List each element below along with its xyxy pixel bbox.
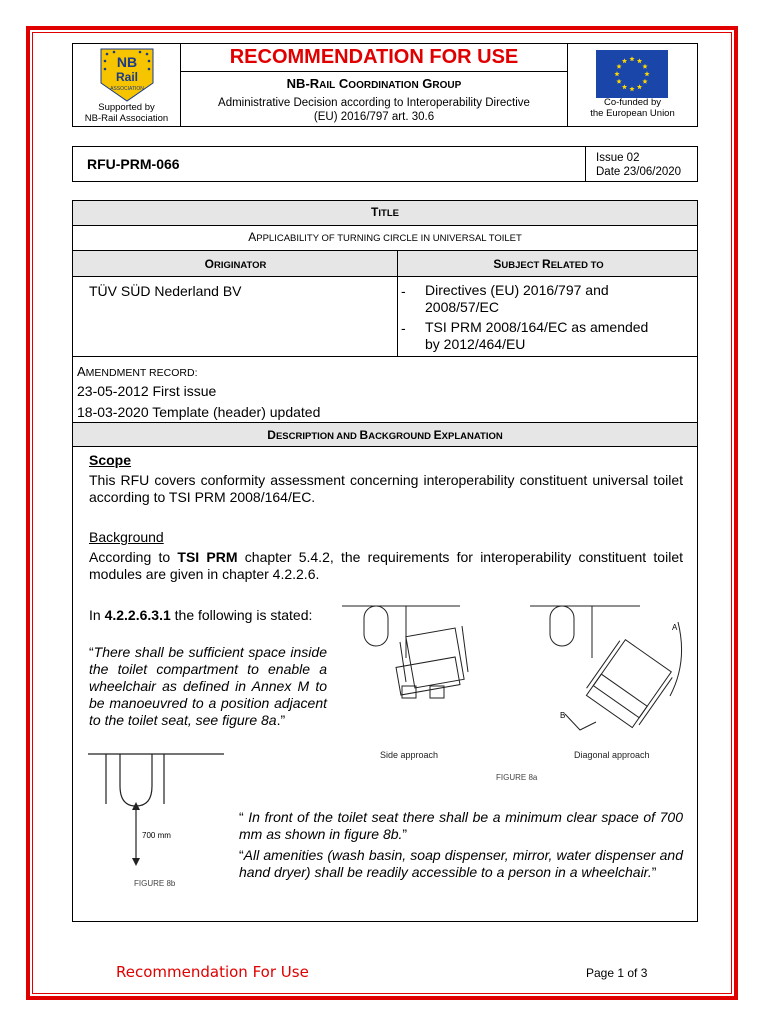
diagonal-toilet-seat [550,606,574,646]
coordination-group-name: NB-RAIL COORDINATION GROUP [286,76,462,91]
quote-clear-space: “ In front of the toilet seat there shall be a minimum clear space of 700 mm as shown in figure 8b.” [239,809,683,842]
footer-document-type: Recommendation For Use [116,963,309,981]
subject-heading: SUBJECT RELATED TO [493,257,604,271]
clause-intro: In 4.2.2.6.3.1 the following is stated: [89,607,313,623]
logo-nb-text: NB [116,54,138,70]
nb-rail-association-caption: NB-Rail Association [84,113,169,124]
description-heading: DESCRIPTION AND BACKGROUND EXPLANATION [73,422,697,447]
subject-item-2: TSI PRM 2008/164/EC as amended by 2012/464/EU [425,319,649,352]
turning-line-b [565,714,596,730]
nb-rail-logo-cell [73,44,181,126]
quote-wheelchair-space: “There shall be sufficient space inside the toilet compartment to enable a wheelchair as defined in Annex M to be manoeuvred to a position adjacent to the toilet seat, see figure 8a.” [89,644,327,728]
rfu-title: APPLICABILITY OF TURNING CIRCLE IN UNIVERSAL TOILET [248,230,522,244]
figure-8a-caption: FIGURE 8a [496,773,538,782]
side-approach-caption: Side approach [380,750,439,760]
eu-logo-cell [567,44,697,126]
subject-item-1: Directives (EU) 2016/797 and 2008/57/EC [425,282,609,315]
figure-8b-caption: FIGURE 8b [134,879,176,888]
subject-dash-1: - [401,283,406,299]
scope-text: This RFU covers conformity assessment concerning interoperability constituent universal toilet according to TSI PRM 2008/164/EC. [89,472,683,505]
title-heading: TITLE [73,201,697,226]
column-divider [397,250,398,356]
amendment-list [77,381,320,423]
co-funded-caption: Co-funded by [603,97,662,108]
row-divider [73,356,697,357]
toilet-seat-outline [120,754,152,806]
page-number: Page 1 of 3 [586,966,648,980]
amendment-item: 23-05-2012 First issue [77,383,217,399]
label-b: B [560,711,566,720]
document-header [72,43,698,127]
logo-association-text: ASSOCIATION [110,86,144,92]
supported-by-caption: Supported by [98,102,155,113]
reference-box [72,146,698,182]
originator-subject-heading [73,250,697,277]
side-wheelchair [396,626,468,698]
european-union-caption: the European Union [590,108,675,119]
eu-flag-icon [596,50,668,98]
dimension-arrow-down [132,858,140,866]
figure-8b [86,752,226,892]
dimension-label: 700 mm [142,831,171,840]
amendment-record-label: AMENDMENT RECORD: [77,364,198,379]
header-body [181,72,567,124]
issue-date: Date 23/06/2020 [596,166,682,178]
nb-rail-logo [95,47,159,103]
originator-heading: ORIGINATOR [204,257,267,271]
side-toilet-seat [364,606,388,646]
administrative-decision-text: Administrative Decision according to Interoperability Directive (EU) 2016/797 art. 30.6 [218,97,530,123]
subject-dash-2: - [401,320,406,336]
label-a: A [672,623,678,632]
quote-amenities: “All amenities (wash basin, soap dispenser, mirror, water dispenser and hand dryer) shall be readily accessible to a person in a wheelchair.” [239,847,683,880]
title-cell [181,44,567,72]
turning-arc-a [670,622,682,696]
background-text: According to TSI PRM chapter 5.4.2, the requirements for interoperability constituent toilet modules are given in chapter 4.2.2.6. [89,549,683,582]
rfu-code: RFU-PRM-066 [87,156,180,172]
issue-date-cell [585,147,698,181]
originator-value: TÜV SÜD Nederland BV [89,283,242,299]
diagonal-wheelchair [583,637,674,729]
logo-rail-text: Rail [115,70,139,84]
scope-heading: Scope [89,452,132,468]
diagonal-approach-caption: Diagonal approach [574,750,650,760]
background-heading: Background [89,529,164,545]
amendment-item: 18-03-2020 Template (header) updated [77,404,321,420]
issue-number: Issue 02 [596,152,640,164]
figure-8a [340,602,690,784]
document-title: RECOMMENDATION FOR USE [229,46,519,68]
